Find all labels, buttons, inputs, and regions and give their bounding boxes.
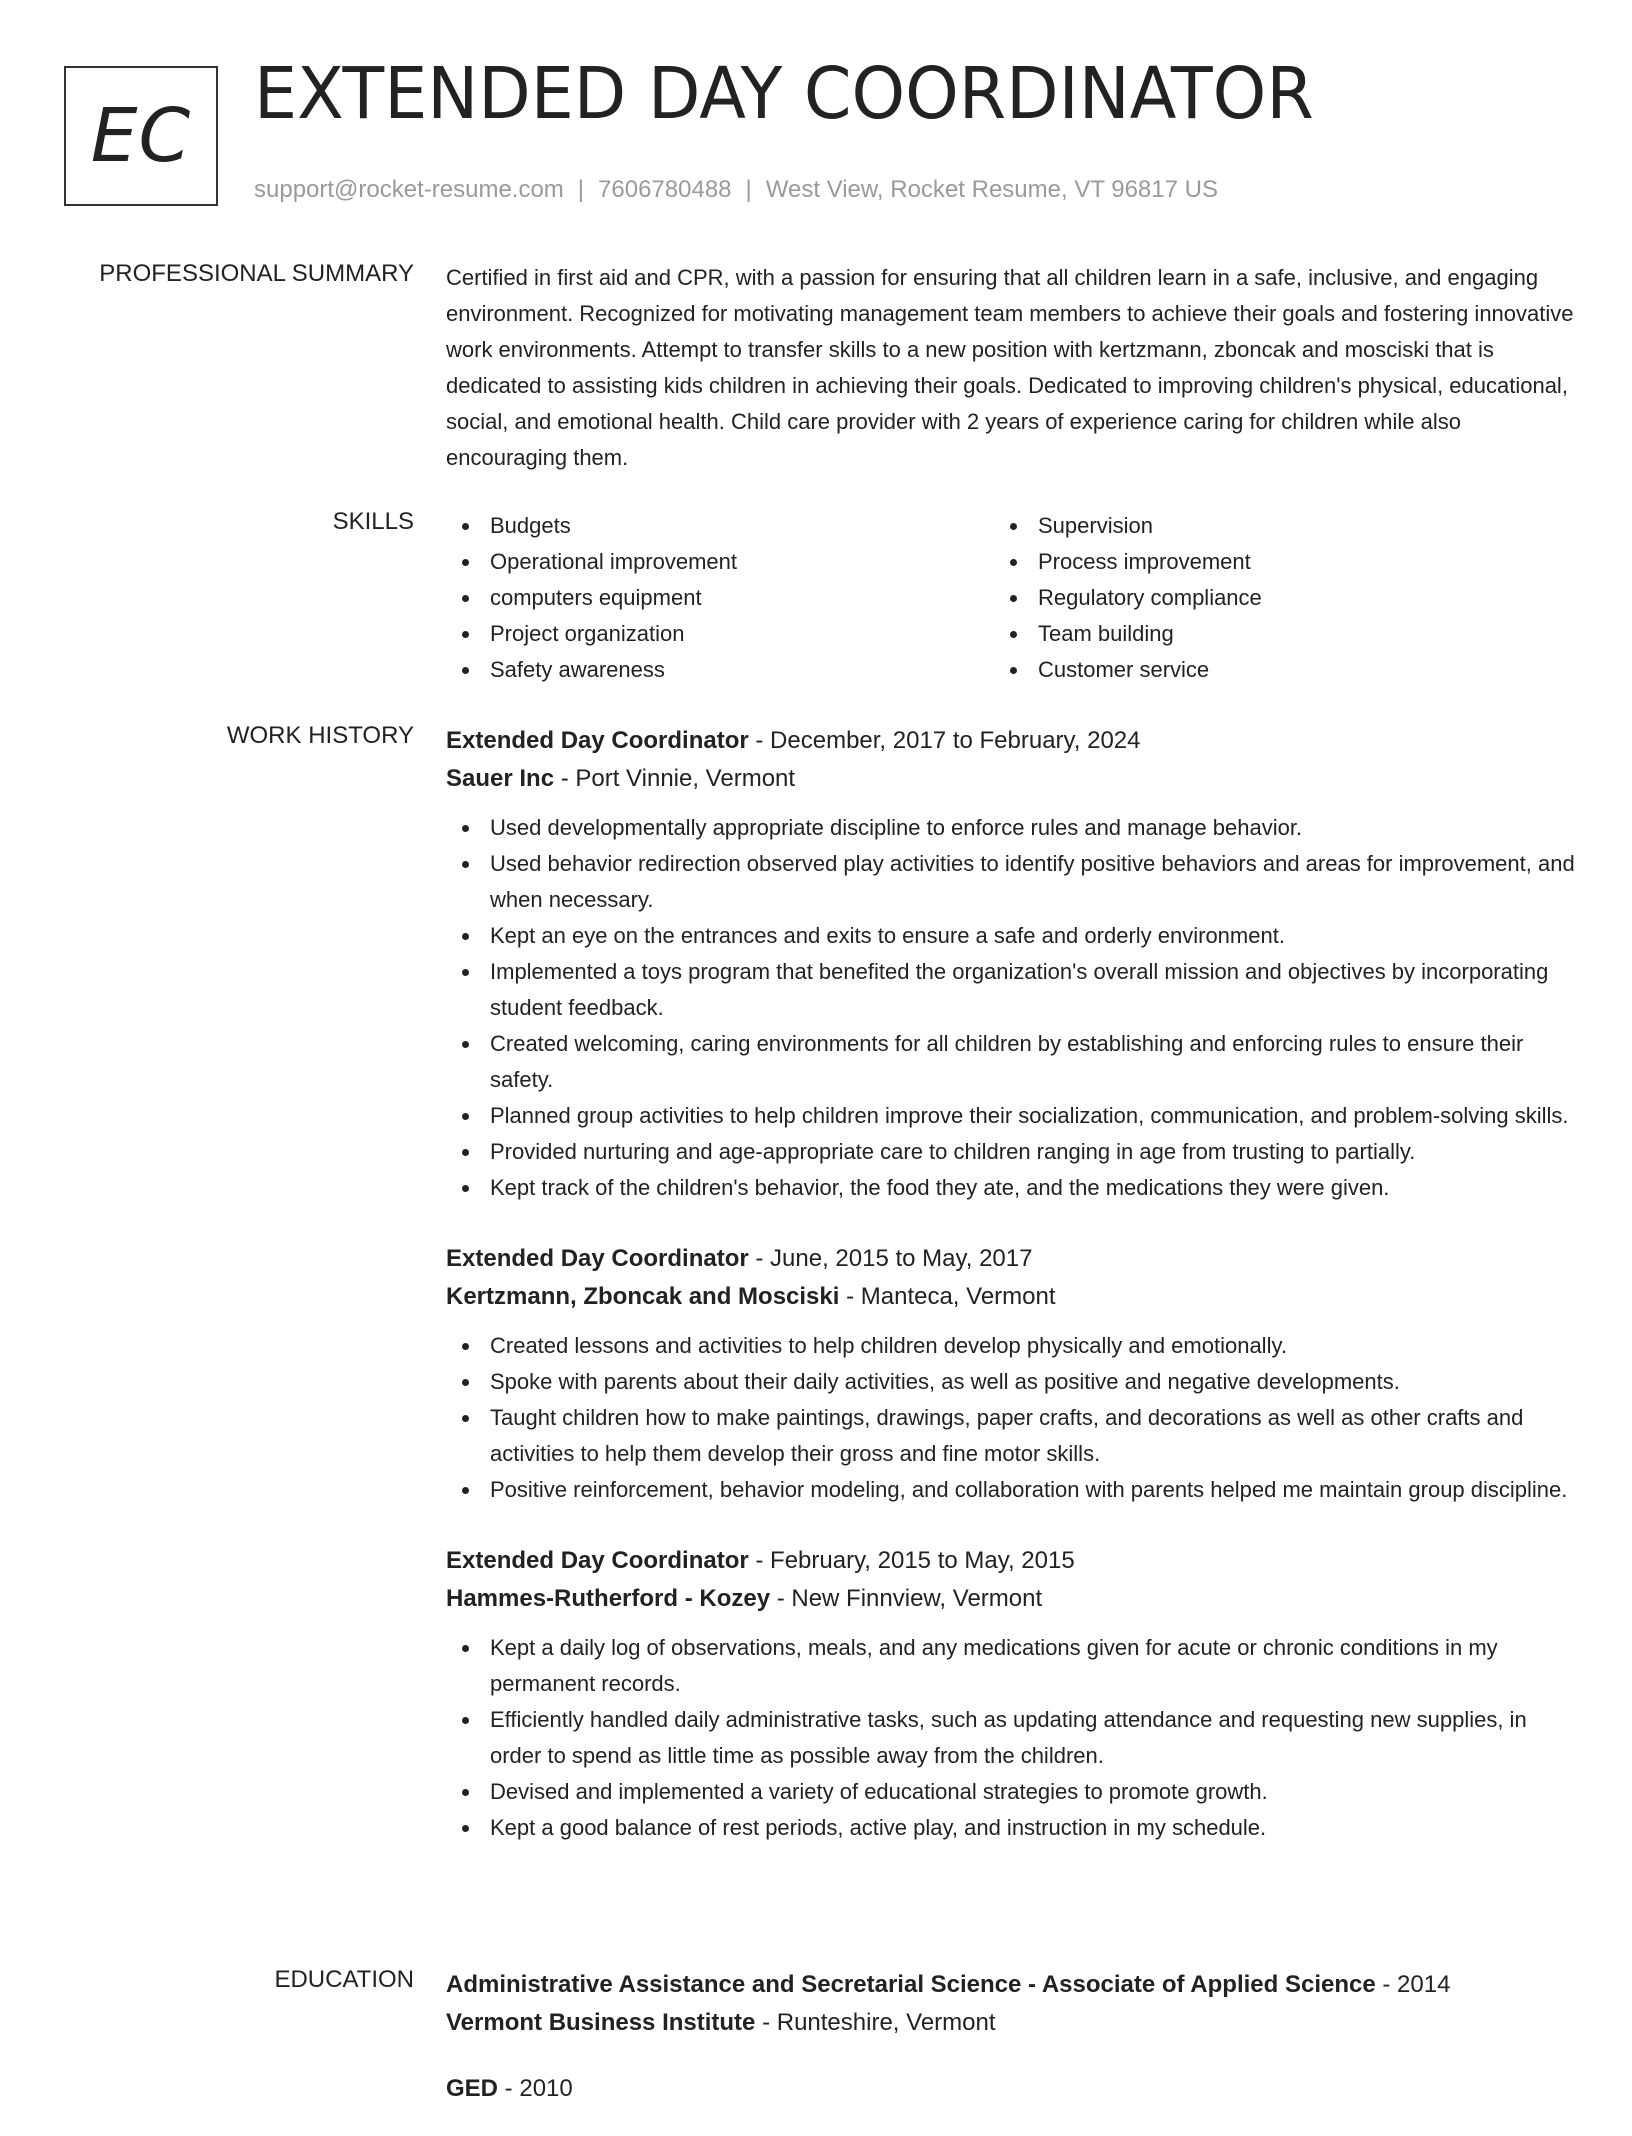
skill-item: Supervision (994, 508, 1542, 544)
job-bullet: Created welcoming, caring environments for all children by establishing and enforcing rules to ensure their safety. (446, 1026, 1576, 1098)
skill-item: Operational improvement (446, 544, 994, 580)
contact-separator: | (577, 176, 585, 203)
education-body (446, 1966, 1576, 2136)
job-bullet: Spoke with parents about their daily activities, as well as positive and negative developments. (446, 1364, 1576, 1400)
education-entry (446, 1966, 1576, 2042)
education-degree-line (446, 2070, 1576, 2108)
education-degree: Administrative Assistance and Secretarial Science - Associate of Applied Science (446, 1971, 1376, 1998)
job-company: Hammes-Rutherford - Kozey (446, 1585, 771, 1612)
job-bullets (446, 1328, 1576, 1508)
job-entry (446, 722, 1576, 1206)
job-bullet: Kept an eye on the entrances and exits to ensure a safe and orderly environment. (446, 918, 1576, 954)
job-location: - New Finnview, Vermont (770, 1585, 1043, 1612)
skill-item: computers equipment (446, 580, 994, 616)
skill-item: Customer service (994, 652, 1542, 688)
skill-item: Safety awareness (446, 652, 994, 688)
job-company-line (446, 1580, 1576, 1618)
education-degree-line (446, 1966, 1576, 2004)
job-title-line (446, 722, 1576, 760)
monogram-box (64, 66, 218, 206)
job-bullet: Taught children how to make paintings, drawings, paper crafts, and decorations as well as other crafts and activities to help them develop their gross and fine motor skills. (446, 1400, 1576, 1472)
skill-item: Project organization (446, 616, 994, 652)
job-company-line (446, 760, 1576, 798)
job-dates: - June, 2015 to May, 2017 (748, 1245, 1033, 1272)
skills-grid (446, 508, 1576, 688)
job-bullets (446, 1630, 1576, 1846)
summary-text: Certified in first aid and CPR, with a passion for ensuring that all children learn in a safe, inclusive, and engaging environment. Recognized for motivating management team members to achieve their goals and fostering innovative work environments. Attempt to transfer skills to a new position with kertzmann, zboncak and mosciski that is dedicated to assisting kids children in achieving their goals. Dedicated to improving children's physical, educational, social, and emotional health. Child care provider with 2 years of experience caring for children while also encouraging them. (446, 265, 1574, 470)
job-company: Sauer Inc (446, 765, 555, 792)
job-title: Extended Day Coordinator (446, 1547, 749, 1574)
job-dates: - December, 2017 to February, 2024 (748, 727, 1141, 754)
skill-item: Process improvement (994, 544, 1542, 580)
skill-item: Team building (994, 616, 1542, 652)
monogram-initials: EC (90, 93, 192, 179)
contact-email: support@rocket-resume.com (254, 176, 564, 203)
summary-heading: PROFESSIONAL SUMMARY (99, 260, 414, 287)
job-location: - Port Vinnie, Vermont (554, 765, 796, 792)
work-history-body (446, 722, 1576, 1880)
education-year: - 2010 (498, 2075, 573, 2102)
education-degree: GED (446, 2075, 499, 2102)
job-bullet: Kept a good balance of rest periods, active play, and instruction in my schedule. (446, 1810, 1576, 1846)
summary-body (446, 260, 1576, 476)
job-title: Extended Day Coordinator (446, 727, 749, 754)
job-bullet: Created lessons and activities to help children develop physically and emotionally. (446, 1328, 1576, 1364)
job-dates: - February, 2015 to May, 2015 (748, 1547, 1075, 1574)
job-bullet: Devised and implemented a variety of educational strategies to promote growth. (446, 1774, 1576, 1810)
contact-separator: | (745, 176, 752, 203)
education-school: Vermont Business Institute (446, 2009, 756, 2036)
education-year: - 2014 (1375, 1971, 1451, 1998)
job-bullet: Positive reinforcement, behavior modeling, and collaboration with parents helped me maintain group discipline. (446, 1472, 1576, 1508)
job-entry (446, 1240, 1576, 1508)
job-bullet: Used developmentally appropriate discipline to enforce rules and manage behavior. (446, 810, 1576, 846)
job-title-line (446, 1240, 1576, 1278)
job-bullet: Planned group activities to help children improve their socialization, communication, and problem-solving skills. (446, 1098, 1576, 1134)
job-title-line (446, 1542, 1576, 1580)
contact-address: West View, Rocket Resume, VT 96817 US (765, 176, 1218, 203)
job-bullet: Efficiently handled daily administrative tasks, such as updating attendance and requesting new supplies, in order to spend as little time as possible away from the children. (446, 1702, 1576, 1774)
job-bullet: Used behavior redirection observed play activities to identify positive behaviors and areas for improvement, and when necessary. (446, 846, 1576, 918)
contact-line (254, 176, 1218, 204)
job-bullet: Kept track of the children's behavior, the food they ate, and the medications they were given. (446, 1170, 1576, 1206)
job-company: Kertzmann, Zboncak and Mosciski (446, 1283, 840, 1310)
skills-body (446, 508, 1576, 688)
skill-item: Budgets (446, 508, 994, 544)
skills-heading: SKILLS (332, 508, 414, 535)
education-heading: EDUCATION (274, 1966, 414, 1993)
job-bullet: Provided nurturing and age-appropriate care to children ranging in age from trusting to partially. (446, 1134, 1576, 1170)
job-bullet: Implemented a toys program that benefited the organization's overall mission and objectives by incorporating student feedback. (446, 954, 1576, 1026)
candidate-name: EXTENDED DAY COORDINATOR (254, 52, 1314, 135)
education-school-line (446, 2004, 1576, 2042)
contact-phone: 7606780488 (598, 176, 732, 203)
education-entry (446, 2070, 1576, 2108)
job-company-line (446, 1278, 1576, 1316)
skills-column-left (446, 508, 994, 688)
work-history-heading: WORK HISTORY (226, 722, 414, 749)
job-entry (446, 1542, 1576, 1846)
education-location: - Runteshire, Vermont (755, 2009, 996, 2036)
job-bullets (446, 810, 1576, 1206)
skills-column-right (994, 508, 1542, 688)
job-bullet: Kept a daily log of observations, meals, and any medications given for acute or chronic conditions in my permanent records. (446, 1630, 1576, 1702)
skill-item: Regulatory compliance (994, 580, 1542, 616)
job-location: - Manteca, Vermont (839, 1283, 1056, 1310)
job-title: Extended Day Coordinator (446, 1245, 749, 1272)
